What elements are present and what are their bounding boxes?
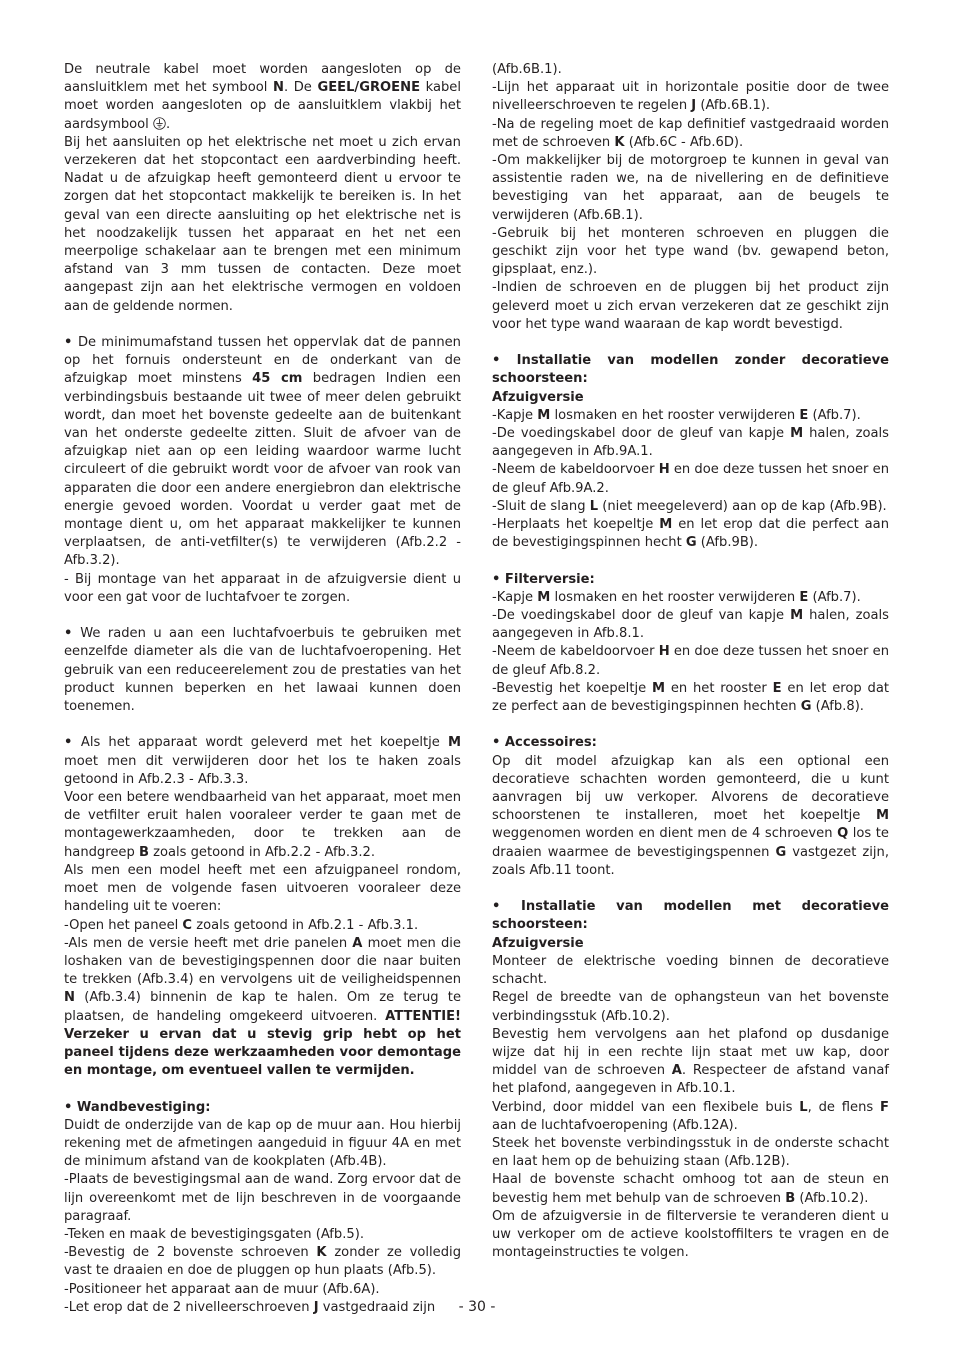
body-paragraph (492, 1135, 889, 1171)
bold-text-run: E (799, 407, 809, 423)
text-run: (Afb.10.2). (795, 1190, 869, 1206)
body-paragraph (64, 1244, 461, 1280)
text-run: en het rooster (665, 680, 773, 696)
bold-text-run: G (685, 535, 697, 551)
bold-text-run: M (651, 680, 665, 696)
bold-text-run: G (775, 844, 787, 860)
text-run: Bij het aansluiten op het elektrische net moet u zich ervan verzekeren dat het stopcontact een aardverbinding heeft. Nadat u de afzuigkap heeft gemonteerd dient u ervoor te zorgen dat het stopcontact makkelijk te bereiken is. In het geval van een directe aansluiting op het elektrische net is het noodzakelijk tussen het apparaat en het net een meerpolige schakelaar aan te brengen met een minimum afstand van 3 mm tussen de contacten. Deze moet aangepast zijn aan het elektrische vermogen en voldoen aan de geldende normen. (64, 134, 461, 314)
body-paragraph (492, 352, 889, 388)
body-paragraph (492, 1171, 889, 1207)
bold-text-run: • Filterversie: (492, 571, 595, 587)
bold-text-run: GEEL/GROENE (317, 80, 421, 96)
text-run: los te draaien waarmee de bevestigingspennen (492, 826, 889, 860)
text-run: -Om makkelijker bij de motorgroep te kunnen in geval van assistentie raden we, na de nivellering en de definitieve bevestiging van het apparaat, aan de beugels te verwijderen (Afb.6B.1). (492, 153, 889, 223)
bold-text-run: J (691, 98, 697, 114)
text-run: We raden u aan een luchtafvoerbuis te gebruiken met eenzelfde diameter als die van de luchtafvoeropening. Het gebruik van een reduceerelement zou de prestaties van het product kunnen beperken en het lawaai kunnen doen toenemen. (64, 626, 461, 715)
body-paragraph (64, 734, 461, 789)
text-run: - Bij montage van het apparaat in de afzuigversie dient u voor een gat voor de luchtafvoer te zorgen. (64, 571, 461, 605)
bold-text-run: • Installatie van modellen zonder decoratieve schoorsteen: (492, 353, 889, 387)
body-paragraph (492, 753, 889, 880)
bold-text-run: B (138, 844, 149, 860)
body-paragraph (64, 1117, 461, 1172)
body-paragraph (492, 225, 889, 280)
bold-text-run: B (785, 1190, 796, 1206)
text-run: losmaken en het rooster verwijderen (550, 589, 800, 605)
text-run: losmaken en het rooster verwijderen (550, 407, 800, 423)
text-run: -Positioneer het apparaat aan de muur (Afb.6A). (64, 1281, 380, 1297)
text-run: en doe deze tussen het snoer en de gleuf Afb.8.2. (492, 644, 889, 678)
bold-text-run: A (671, 1063, 682, 1079)
text-run: (Afb.8). (811, 699, 864, 715)
paragraph-spacer (492, 716, 889, 734)
bold-text-run: M (790, 608, 804, 624)
text-run: De neutrale kabel moet worden aangesloten op de aansluitklem met het symbool (64, 62, 461, 96)
body-paragraph (492, 898, 889, 934)
text-run: halen, zoals aangegeven in Afb.9A.1. (492, 426, 890, 460)
body-paragraph (492, 734, 889, 752)
body-paragraph (492, 571, 889, 589)
text-run: (Afb.6B.1). (696, 98, 771, 114)
text-run: -Plaats de bevestigingsmal aan de wand. Zorg ervoor dat de lijn overeenkomt met de lijn beschreven in de voorgaande paragraaf. (64, 1172, 461, 1224)
bold-text-run: E (799, 589, 809, 605)
text-run: Als men een model heeft met een afzuigpaneel rondom, moet men de volgende fasen uitvoeren vooraleer deze handeling uit te voeren: (64, 862, 461, 915)
text-run: Duidt de onderzijde van de kap op de muur aan. Hou hierbij rekening met de afmetingen aangeduid in figuur 4A en met de minimum afstand van de kookplaten (Afb.4B). (64, 1117, 461, 1170)
text-run: Voor een betere wendbaarheid van het apparaat, moet men de vetfilter eruit halen vooraleer verder te gaan met de montagewerkzaamheden, door te trekken aan de handgreep (64, 790, 461, 860)
body-paragraph (492, 607, 889, 643)
body-paragraph (64, 1171, 461, 1226)
text-run: -De voedingskabel door de gleuf van kapje (492, 608, 791, 624)
body-paragraph (64, 935, 461, 1081)
text-run: vastgezet zijn, zoals Afb.11 toont. (492, 844, 889, 878)
body-paragraph (492, 935, 889, 953)
text-run: Regel de breedte van de ophangsteun van het bovenste verbindingsstuk (Afb.10.2). (492, 990, 889, 1024)
left-text-column (64, 61, 461, 1317)
body-paragraph (64, 1226, 461, 1244)
body-paragraph (492, 389, 889, 407)
bold-text-run: L (589, 498, 599, 514)
text-run: vastgedraaid zijn (318, 1299, 436, 1315)
bold-text-run: • (64, 626, 81, 642)
body-paragraph (492, 407, 889, 425)
bold-text-run: • Wandbevestiging: (64, 1099, 211, 1115)
bold-text-run: E (772, 680, 782, 696)
body-paragraph (492, 152, 889, 225)
body-paragraph (492, 498, 889, 516)
bold-text-run: G (800, 699, 812, 715)
paragraph-spacer (492, 552, 889, 570)
bold-text-run: Q (837, 826, 849, 842)
text-run: -Bevestig het koepeltje (492, 680, 652, 696)
bold-text-run: M (537, 589, 551, 605)
body-paragraph (64, 61, 461, 134)
bold-text-run: M (875, 808, 889, 824)
text-run: -Kapje (492, 589, 538, 605)
text-run: . (165, 116, 171, 132)
text-run: Verbind, door middel van een flexibele buis (492, 1099, 800, 1115)
bold-text-run: M (659, 517, 673, 533)
text-run: moet men dit verwijderen door het los te haken zoals getoond in Afb.2.3 - Afb.3.3. (64, 753, 461, 787)
text-run: -Neem de kabeldoorvoer (492, 644, 659, 660)
body-paragraph (64, 1099, 461, 1117)
body-paragraph (492, 1208, 889, 1263)
text-run: -De voedingskabel door de gleuf van kapje (492, 426, 791, 442)
bold-text-run: • (64, 335, 78, 351)
bold-text-run: K (614, 134, 625, 150)
paragraph-spacer (492, 334, 889, 352)
text-run: -Open het paneel (64, 917, 183, 933)
body-paragraph (492, 1099, 889, 1135)
text-run: De minimumafstand tussen het oppervlak dat de pannen op het fornuis ondersteunt en de onderkant van de afzuigkap moet minstens (64, 335, 461, 387)
text-run: -Kapje (492, 407, 538, 423)
text-run: -Neem de kabeldoorvoer (492, 462, 659, 478)
bold-text-run: Afzuigversie (492, 935, 584, 951)
body-paragraph (492, 953, 889, 989)
text-run: -Indien de schroeven en de pluggen bij het product zijn geleverd moet u zich ervan verzekeren dat ze geschikt zijn voor het type wand waaraan de kap wordt bevestigd. (492, 280, 889, 332)
text-run: -Bevestig de 2 bovenste schroeven (64, 1245, 317, 1261)
body-paragraph (492, 589, 889, 607)
body-paragraph (492, 516, 889, 552)
text-run: -Na de regeling moet de kap definitief vastgedraaid worden met de schroeven (492, 116, 889, 150)
text-run: -Herplaats het koepeltje (492, 517, 660, 533)
text-run: zoals getoond in Afb.2.1 - Afb.3.1. (192, 917, 419, 933)
text-run: (niet meegeleverd) aan op de kap (Afb.9B). (598, 498, 887, 514)
text-run: aan de luchtafvoeropening (Afb.12A). (492, 1117, 738, 1133)
earth-ground-icon (153, 117, 166, 130)
bold-text-run: 45 cm (252, 371, 303, 387)
bold-text-run: H (658, 462, 670, 478)
body-paragraph (492, 680, 889, 716)
bold-text-run: • (64, 735, 81, 751)
text-run: -Sluit de slang (492, 498, 590, 514)
bold-text-run: H (658, 644, 670, 660)
body-paragraph (492, 79, 889, 115)
body-paragraph (64, 625, 461, 716)
body-paragraph (492, 116, 889, 152)
bold-text-run: N (64, 990, 75, 1006)
text-run: (Afb.7). (808, 589, 861, 605)
bold-text-run: M (537, 407, 551, 423)
text-run: (Afb.9B). (696, 535, 759, 551)
text-run: Om de afzuigversie in de filterversie te veranderen dient u uw verkoper om de actieve koolstoffilters te vragen en de montageinstructies te volgen. (492, 1208, 889, 1261)
body-paragraph (492, 461, 889, 497)
text-run: -Let erop dat de 2 nivelleerschroeven (64, 1299, 314, 1315)
page-number: - 30 - (458, 1299, 496, 1315)
body-paragraph (492, 61, 889, 79)
text-run: en doe deze tussen het snoer en de gleuf Afb.9A.2. (492, 462, 889, 496)
bold-text-run: F (880, 1099, 889, 1115)
body-paragraph (64, 1281, 461, 1299)
text-run: Bevestig hem vervolgens aan het plafond op dusdanige wijze dat hij in een rechte lijn staat met uw kap, door middel van de schroeven (492, 1026, 889, 1079)
text-run: en let erop dat ze perfect aan de bevestigingspinnen hechten (492, 680, 889, 715)
bold-text-run: N (273, 80, 284, 96)
bold-text-run: A (352, 935, 363, 951)
text-run: Monteer de elektrische voeding binnen de decoratieve schacht. (492, 953, 889, 988)
body-paragraph (492, 425, 889, 461)
body-paragraph (64, 917, 461, 935)
body-paragraph (492, 643, 889, 679)
text-run: Als het apparaat wordt geleverd met het koepeltje (80, 735, 448, 751)
paragraph-spacer (492, 880, 889, 898)
body-paragraph (492, 1026, 889, 1099)
body-paragraph (492, 279, 889, 334)
text-run: zoals getoond in Afb.2.2 - Afb.3.2. (148, 844, 376, 860)
bold-text-run: M (790, 426, 804, 442)
text-run: halen, zoals aangegeven in Afb.8.1. (492, 608, 890, 642)
text-run: -Als men de versie heeft met drie panelen (64, 935, 353, 951)
bold-text-run: • Installatie van modellen met decoratieve schoorsteen: (492, 899, 889, 933)
text-run: . De (283, 80, 318, 96)
text-run: -Gebruik bij het monteren schroeven en pluggen die geschikt zijn voor het type wand (bv. gewapend beton, gipsplaat, enz.). (492, 225, 889, 278)
text-run: , de flens (807, 1099, 881, 1115)
text-run: -Teken en maak de bevestigingsgaten (Afb.5). (64, 1226, 364, 1242)
body-paragraph (64, 571, 461, 607)
bold-text-run: J (313, 1299, 319, 1315)
text-run: bedragen Indien een verbindingsbuis bestaande uit twee of meer delen gebruikt wordt, dan moet het bovenste gedeelte aan de buitenkant van het onderste gedeelte zitten. Sluit de afvoer van de afzuigkap niet aan op een leiding waardoor warme lucht circuleert of die gebruikt wordt voor de afvoer van rook van apparaten die door een andere energiebron dan elektrische energie gevoed worden. Voordat u verder gaat met de montage dient u, om het apparaat makkelijker te kunnen verplaatsen, de anti-vetfilter(s) te verwijderen (Afb.2.2 - Afb.3.2). (64, 371, 461, 569)
text-run: Steek het bovenste verbindingsstuk in de onderste schacht en laat hem op de behuizing staan (Afb.12B). (492, 1135, 889, 1170)
right-text-column (492, 61, 889, 1262)
text-run: (Afb.7). (808, 407, 861, 423)
text-run: zonder ze volledig vast te draaien en doe de pluggen op hun plaats (Afb.5). (64, 1245, 462, 1279)
bold-text-run: L (799, 1099, 808, 1115)
paragraph-spacer (64, 1080, 461, 1098)
bold-text-run: K (316, 1245, 327, 1261)
bold-text-run: C (182, 917, 193, 933)
body-paragraph (64, 334, 461, 571)
text-run: . Respecteer de afstand vanaf het plafond, aangegeven in Afb.10.1. (492, 1063, 889, 1097)
bold-text-run: Afzuigversie (492, 389, 584, 405)
paragraph-spacer (64, 607, 461, 625)
text-run: -Lijn het apparaat uit in horizontale positie door de twee nivelleerschroeven te regelen (492, 80, 889, 114)
bold-text-run: ATTENTIE! Verzeker u ervan dat u stevig grip hebt op het paneel tijdens deze werkzaamheden voor demontage en montage, om eventueel vallen te vermijden. (64, 1008, 461, 1079)
text-run: weggenomen worden en dient men de 4 schroeven (492, 826, 838, 842)
text-run: (Afb.3.4) binnenin de kap te halen. Om ze terug te plaatsen, de handeling omgekeerd uitvoeren. (64, 990, 461, 1024)
text-run: Op dit model afzuigkap kan als een optional een decoratieve schachten worden gemonteerd, die u kunt aanvragen bij uw verkoper. Alvorens de decoratieve schoorstenen te installeren, moet het koepeltje (492, 753, 889, 824)
text-run: Haal de bovenste schacht omhoog tot aan de steun en bevestig hem met behulp van de schroeven (492, 1172, 889, 1206)
paragraph-spacer (64, 716, 461, 734)
text-run: (Afb.6C - Afb.6D). (624, 134, 744, 150)
text-run: kabel moet worden aangesloten op de aansluitklem vlakbij het aardsymbool (64, 80, 462, 132)
paragraph-spacer (64, 316, 461, 334)
text-run: en let erop dat die perfect aan de bevestigingspinnen hecht (492, 517, 889, 551)
bold-text-run: M (447, 735, 461, 751)
text-run: moet men die loshaken van de bevestigingspennen door die naar buiten te trekken (Afb.3.4) en vervolgens uit de veiligheidspennen (64, 935, 461, 988)
text-run: (Afb.6B.1). (492, 62, 562, 77)
body-paragraph (64, 789, 461, 862)
bold-text-run: • Accessoires: (492, 735, 597, 751)
body-paragraph (492, 989, 889, 1025)
body-paragraph (64, 862, 461, 917)
body-paragraph (64, 134, 461, 316)
